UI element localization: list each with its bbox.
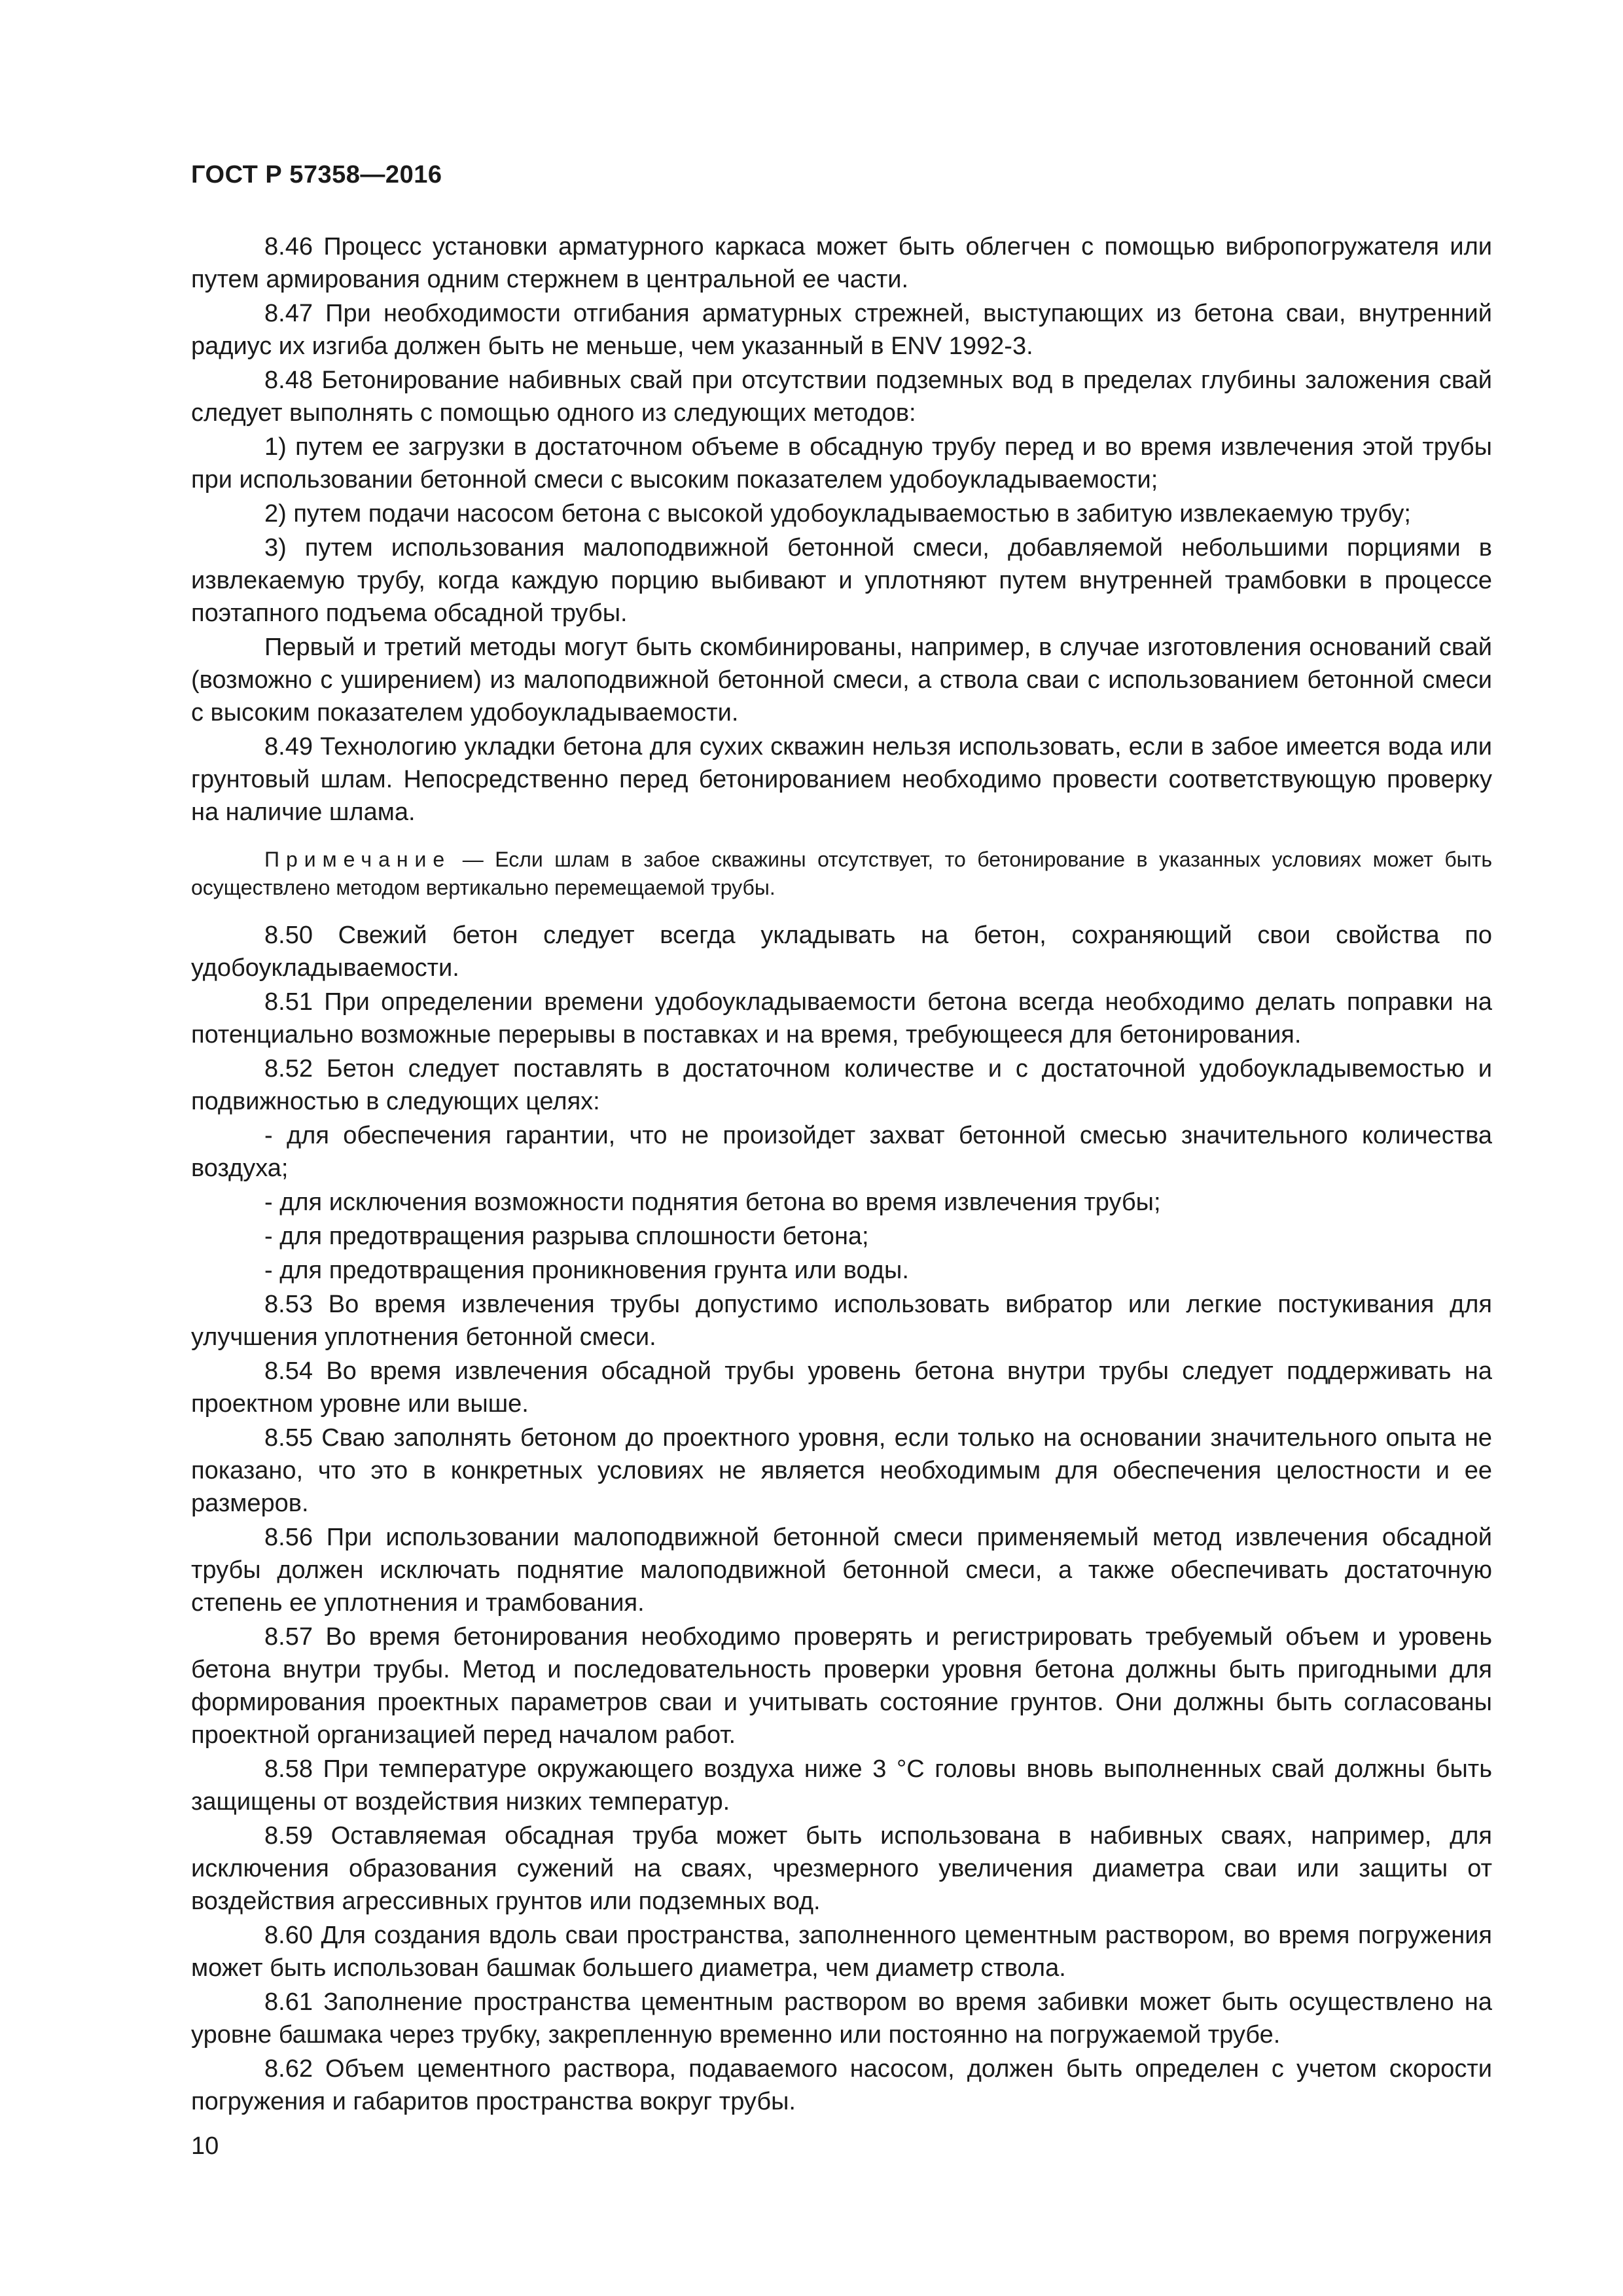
paragraph-8-46: 8.46 Процесс установки арматурного каркаса может быть облегчен с помощью вибропогружателя или путем армирования одним стержнем в центральной ее части. bbox=[191, 233, 1492, 293]
page-number: 10 bbox=[191, 2132, 219, 2160]
list-item-method-2: 2) путем подачи насосом бетона с высокой удобоукладываемостью в забитую извлекаемую трубу; bbox=[264, 500, 1411, 528]
paragraph-8-52: 8.52 Бетон следует поставлять в достаточном количестве и с достаточной удобоукладывемостью и подвижностью в следующих целях: bbox=[191, 1055, 1492, 1115]
paragraph-8-61: 8.61 Заполнение пространства цементным раствором во время забивки может быть осуществлено на уровне башмака через трубку, закрепленную временно или постоянно на погружаемой трубе. bbox=[191, 1988, 1492, 2049]
document-header: ГОСТ Р 57358—2016 bbox=[191, 161, 442, 188]
note-text: — Если шлам в забое скважины отсутствует, то бетонирование в указанных условиях может быть осуществлено методом вертикально перемещаемой трубы. bbox=[191, 848, 1493, 899]
list-item-method-3: 3) путем использования малоподвижной бетонной смеси, добавляемой небольшими порциями в извлекаемую трубу, когда каждую порцию выбивают и уплотняют путем внутренней трамбовки в процессе поэтапного подъема обсадной трубы. bbox=[191, 534, 1492, 627]
paragraph-8-62: 8.62 Объем цементного раствора, подаваемого насосом, должен быть определен с учетом скорости погружения и габаритов пространства вокруг трубы. bbox=[191, 2055, 1492, 2115]
paragraph-8-55: 8.55 Сваю заполнять бетоном до проектного уровня, если только на основании значительного опыта не показано, что это в конкретных условиях не является необходимым для обеспечения целостности и ее размеров. bbox=[191, 1424, 1492, 1517]
paragraph-8-60: 8.60 Для создания вдоль сваи пространства, заполненного цементным раствором, во время погружения может быть использован башмак большего диаметра, чем диаметр ствола. bbox=[191, 1922, 1492, 1982]
paragraph-8-48: 8.48 Бетонирование набивных свай при отсутствии подземных вод в пределах глубины заложения свай следует выполнять с помощью одного из следующих методов: bbox=[191, 367, 1492, 427]
document-body bbox=[191, 230, 1492, 2119]
note-label: Примечание bbox=[264, 848, 452, 871]
list-item-dash-1: - для обеспечения гарантии, что не произойдет захват бетонной смесью значительного количества воздуха; bbox=[191, 1122, 1492, 1182]
list-item-dash-2: - для исключения возможности поднятия бетона во время извлечения трубы; bbox=[264, 1189, 1161, 1216]
paragraph-8-58: 8.58 При температуре окружающего воздуха ниже 3 °С головы вновь выполненных свай должны быть защищены от воздействия низких температур. bbox=[191, 1755, 1492, 1816]
list-item-method-1: 1) путем ее загрузки в достаточном объеме в обсадную трубу перед и во время извлечения этой трубы при использовании бетонной смеси с высоким показателем удобоукладываемости; bbox=[191, 433, 1492, 493]
list-item-dash-4: - для предотвращения проникновения грунта или воды. bbox=[264, 1257, 909, 1284]
paragraph-8-57: 8.57 Во время бетонирования необходимо проверять и регистрировать требуемый объем и уровень бетона внутри трубы. Метод и последовательность проверки уровня бетона должны быть пригодными для формирования проектных параметров сваи и учитывать состояние грунтов. Они должны быть согласованы проектной организацией перед началом работ. bbox=[191, 1623, 1492, 1749]
paragraph-8-50: 8.50 Свежий бетон следует всегда укладывать на бетон, сохраняющий свои свойства по удобоукладываемости. bbox=[191, 922, 1492, 982]
paragraph-8-54: 8.54 Во время извлечения обсадной трубы уровень бетона внутри трубы следует поддерживать на проектном уровне или выше. bbox=[191, 1357, 1492, 1418]
paragraph-8-49: 8.49 Технологию укладки бетона для сухих скважин нельзя использовать, если в забое имеется вода или грунтовый шлам. Непосредственно перед бетонированием необходимо провести соответствующую проверку на наличие шлама. bbox=[191, 733, 1492, 826]
paragraph-8-56: 8.56 При использовании малоподвижной бетонной смеси применяемый метод извлечения обсадной трубы должен исключать поднятие малоподвижной бетонной смеси, а также обеспечивать достаточную степень ее уплотнения и трамбования. bbox=[191, 1524, 1492, 1617]
paragraph-combined-methods: Первый и третий методы могут быть скомбинированы, например, в случае изготовления оснований свай (возможно с уширением) из малоподвижной бетонной смеси, а ствола сваи с использованием бетонной смеси с высоким показателем удобоукладываемости. bbox=[191, 634, 1492, 726]
paragraph-8-59: 8.59 Оставляемая обсадная труба может быть использована в набивных сваях, например, для исключения образования сужений на сваях, чрезмерного увеличения диаметра сваи или защиты от воздействия агрессивных грунтов или подземных вод. bbox=[191, 1822, 1492, 1915]
note-block bbox=[191, 846, 1492, 902]
list-item-dash-3: - для предотвращения разрыва сплошности бетона; bbox=[264, 1223, 869, 1250]
paragraph-8-51: 8.51 При определении времени удобоукладываемости бетона всегда необходимо делать поправки на потенциально возможные перерывы в поставках и на время, требующееся для бетонирования. bbox=[191, 988, 1492, 1049]
paragraph-8-53: 8.53 Во время извлечения трубы допустимо использовать вибратор или легкие постукивания для улучшения уплотнения бетонной смеси. bbox=[191, 1291, 1492, 1351]
paragraph-8-47: 8.47 При необходимости отгибания арматурных стрежней, выступающих из бетона сваи, внутренний радиус их изгиба должен быть не меньше, чем указанный в ENV 1992-3. bbox=[191, 300, 1492, 360]
